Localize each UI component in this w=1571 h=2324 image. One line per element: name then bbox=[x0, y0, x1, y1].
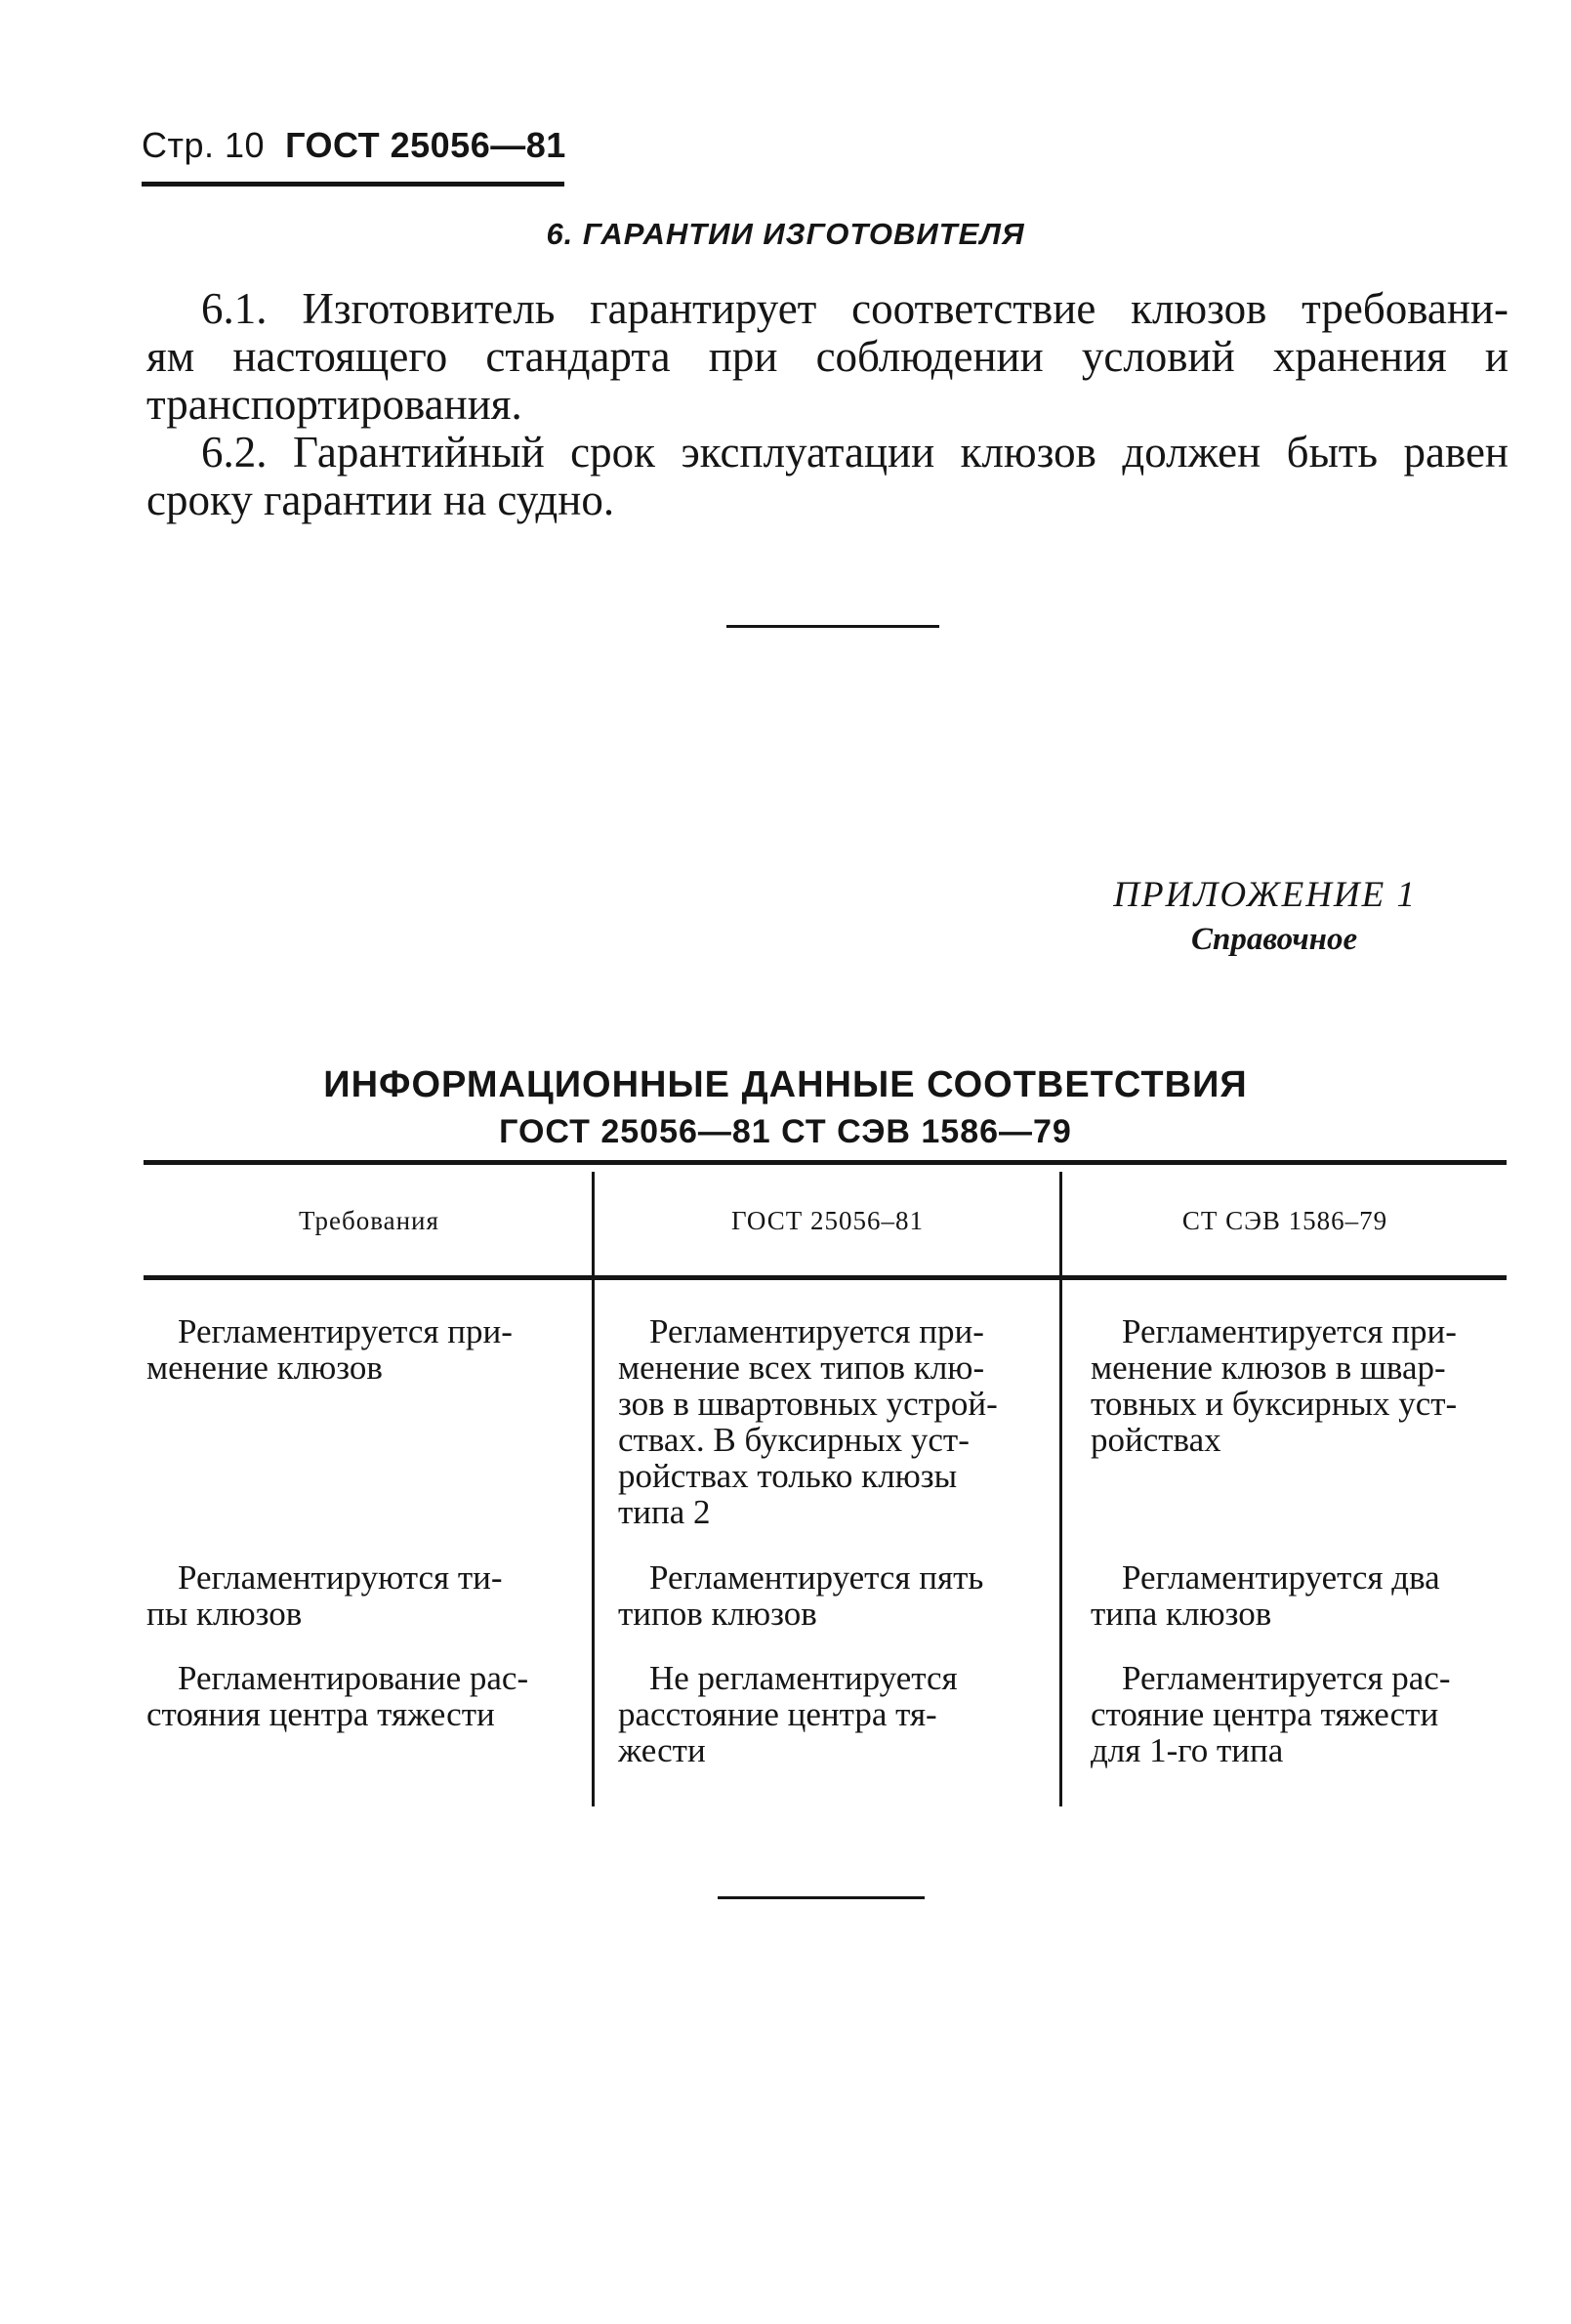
appendix-title: ПРИЛОЖЕНИЕ 1 bbox=[1113, 875, 1417, 915]
cell-line: расстояние центра тя- bbox=[618, 1695, 937, 1733]
column-divider bbox=[1059, 1172, 1062, 1806]
column-header-requirements: Требования bbox=[299, 1206, 439, 1235]
cell-line: Не регламентируется bbox=[649, 1659, 958, 1697]
cell-line: Регламентируются ти- bbox=[178, 1558, 503, 1597]
standard-number: ГОСТ 25056—81 bbox=[285, 125, 566, 165]
paragraph-line: ям настоящего стандарта при соблюдении условий хранения и bbox=[146, 332, 1509, 381]
cell-line: зов в швартовных устрой- bbox=[618, 1385, 998, 1423]
cell-line: жести bbox=[618, 1731, 706, 1769]
table-cell bbox=[1091, 1313, 1510, 1458]
cell-line: стояния центра тяжести bbox=[146, 1695, 495, 1733]
appendix-subtitle: Справочное bbox=[1191, 922, 1358, 957]
paragraph-line: транспортирования. bbox=[146, 380, 522, 429]
table-cell bbox=[618, 1559, 1038, 1632]
page-number: Стр. 10 bbox=[142, 125, 266, 165]
cell-line: ройствах bbox=[1091, 1421, 1221, 1459]
table-cell bbox=[146, 1313, 557, 1386]
cell-line: ствах. В буксирных уст- bbox=[618, 1421, 970, 1459]
table-cell bbox=[618, 1660, 1038, 1768]
column-divider bbox=[592, 1172, 595, 1806]
paragraph-line: сроку гарантии на судно. bbox=[146, 476, 615, 524]
cell-line: стояние центра тяжести bbox=[1091, 1695, 1439, 1733]
cell-line: для 1-го типа bbox=[1091, 1731, 1284, 1769]
table-cell bbox=[146, 1559, 557, 1632]
cell-line: типа клюзов bbox=[1091, 1595, 1272, 1633]
cell-line: ройствах только клюзы bbox=[618, 1457, 958, 1495]
table-cell bbox=[618, 1313, 1038, 1530]
paragraph-line: 6.1. Изготовитель гарантирует соответствие клюзов требовани- bbox=[201, 284, 1509, 333]
table-subtitle: ГОСТ 25056—81 СТ СЭВ 1586—79 bbox=[499, 1113, 1072, 1150]
table-top-rule bbox=[144, 1160, 1507, 1165]
table-cell bbox=[1091, 1559, 1510, 1632]
section-title: 6. ГАРАНТИИ ИЗГОТОВИТЕЛЯ bbox=[546, 217, 1025, 251]
cell-line: менение клюзов bbox=[146, 1349, 383, 1387]
cell-line: менение всех типов клю- bbox=[618, 1349, 985, 1387]
page-header bbox=[142, 125, 566, 166]
cell-line: пы клюзов bbox=[146, 1595, 303, 1633]
cell-line: типа 2 bbox=[618, 1493, 711, 1531]
cell-line: Регламентирование рас- bbox=[178, 1659, 529, 1697]
cell-line: Регламентируется пять bbox=[649, 1558, 984, 1597]
cell-line: Регламентируется при- bbox=[1122, 1312, 1457, 1350]
cell-line: Регламентируется два bbox=[1122, 1558, 1440, 1597]
cell-line: Регламентируется при- bbox=[178, 1312, 513, 1350]
table-header-rule bbox=[144, 1275, 1507, 1280]
cell-line: товных и буксирных уст- bbox=[1091, 1385, 1458, 1423]
section-divider bbox=[726, 625, 939, 628]
cell-line: Регламентируется рас- bbox=[1122, 1659, 1451, 1697]
paragraph-6-1 bbox=[146, 285, 1509, 429]
cell-line: Регламентируется при- bbox=[649, 1312, 984, 1350]
paragraph-line: 6.2. Гарантийный срок эксплуатации клюзов должен быть равен bbox=[201, 428, 1509, 477]
header-rule bbox=[142, 182, 564, 187]
table-cell bbox=[146, 1660, 557, 1732]
column-header-gost: ГОСТ 25056–81 bbox=[730, 1206, 925, 1235]
column-header-st-sev: СТ СЭВ 1586–79 bbox=[1181, 1206, 1388, 1235]
table-cell bbox=[1091, 1660, 1510, 1768]
cell-line: типов клюзов bbox=[618, 1595, 817, 1633]
paragraph-6-2 bbox=[146, 429, 1509, 524]
end-divider bbox=[718, 1896, 925, 1899]
cell-line: менение клюзов в швар- bbox=[1091, 1349, 1446, 1387]
table-title: ИНФОРМАЦИОННЫЕ ДАННЫЕ СООТВЕТСТВИЯ bbox=[323, 1064, 1248, 1105]
